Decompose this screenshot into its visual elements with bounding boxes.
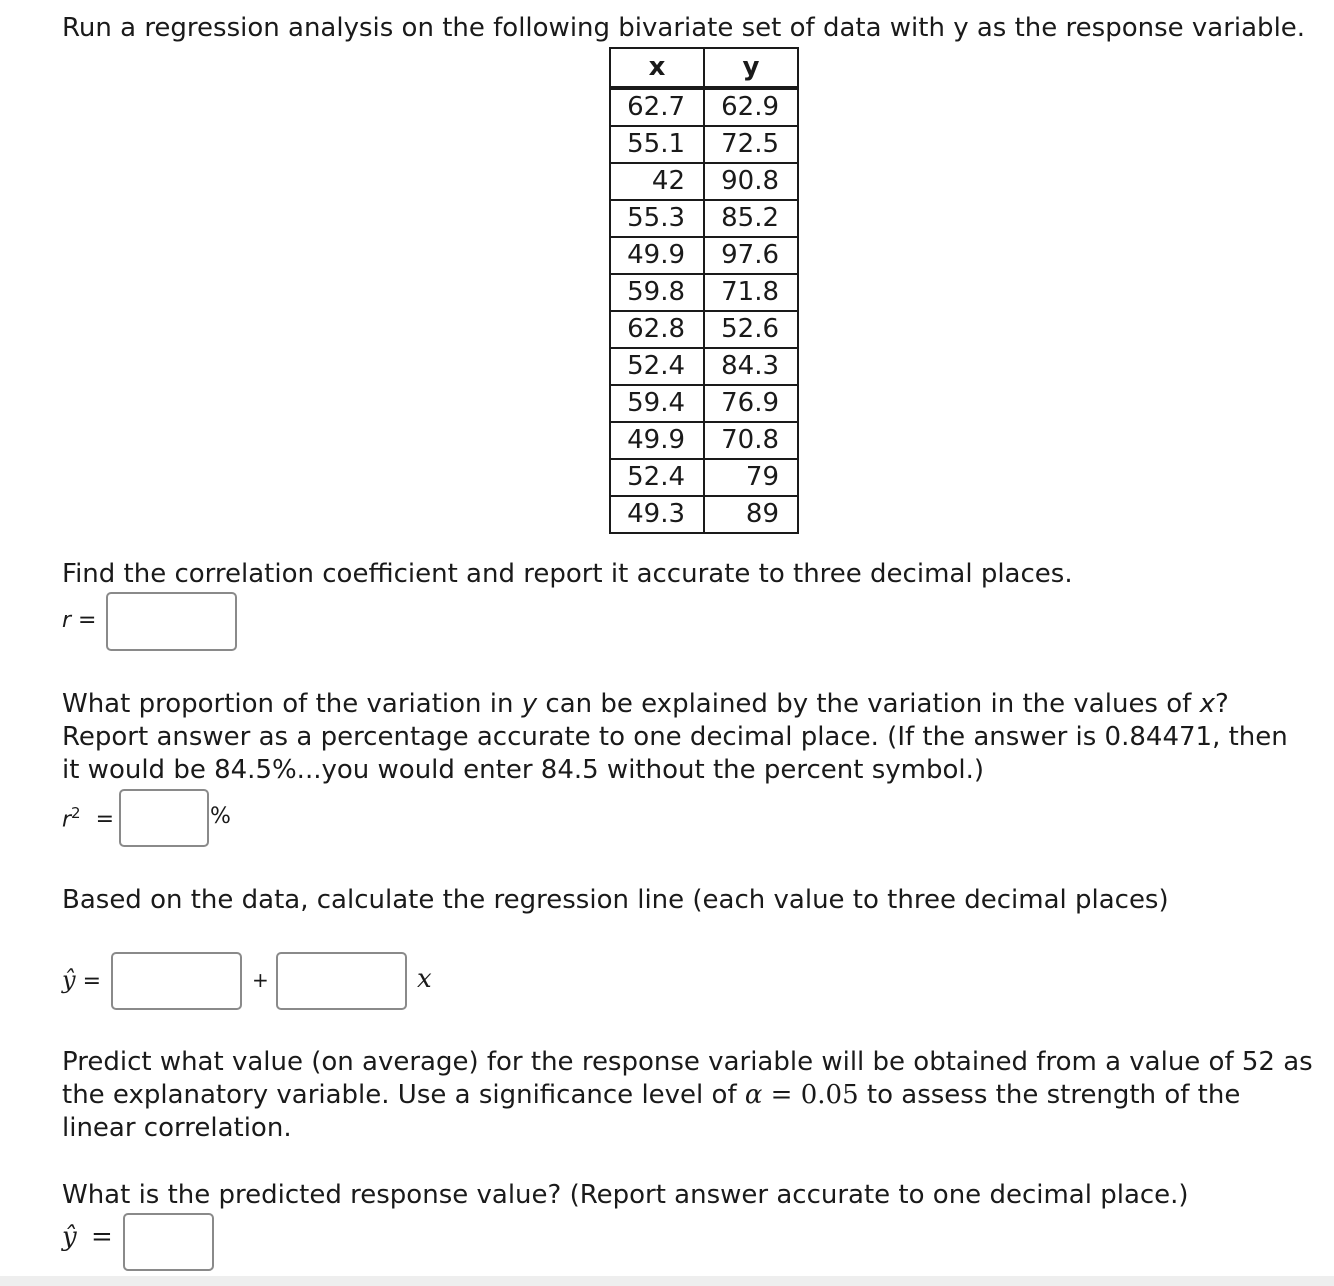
table-row [610, 126, 798, 163]
table-row [610, 88, 798, 126]
y-hat-eq: = [82, 969, 101, 994]
bottom-divider [0, 1276, 1334, 1286]
alpha-symbol: α [744, 1080, 763, 1110]
cell-y: 71.8 [704, 274, 798, 311]
q2-line1-a: What proportion of the variation in [62, 689, 522, 719]
table-row [610, 496, 798, 533]
cell-y: 70.8 [704, 422, 798, 459]
q2-line1-c: ? [1214, 689, 1229, 719]
q4-line1: Predict what value (on average) for the response variable will be obtained from a value of 52 as [62, 1047, 1313, 1077]
table-row [610, 459, 798, 496]
predicted-y-hat-var: ŷ [62, 1222, 77, 1252]
table-row [610, 311, 798, 348]
r-squared-input[interactable] [119, 789, 209, 847]
r-squared-label [62, 804, 114, 832]
r-squared-exponent: 2 [71, 804, 81, 822]
cell-x: 62.7 [610, 88, 704, 126]
q4-line3: linear correlation. [62, 1113, 292, 1143]
q2-line3: it would be 84.5%...you would enter 84.5 without the percent symbol.) [62, 755, 985, 785]
r-label-var: r [62, 608, 72, 633]
cell-x: 55.3 [610, 200, 704, 237]
cell-x: 55.1 [610, 126, 704, 163]
cell-x: 52.4 [610, 348, 704, 385]
table-row [610, 348, 798, 385]
cell-y: 97.6 [704, 237, 798, 274]
cell-x: 49.9 [610, 237, 704, 274]
intercept-input[interactable] [111, 952, 242, 1010]
table-row [610, 385, 798, 422]
table-row [610, 422, 798, 459]
cell-y: 89 [704, 496, 798, 533]
alpha-value: 0.05 [800, 1080, 859, 1110]
percent-unit: % [210, 804, 231, 829]
q2-line1 [62, 688, 1229, 721]
table-header-row [610, 48, 798, 88]
x-symbol: x [417, 964, 432, 994]
q2-line1-var-y: y [521, 689, 538, 719]
cell-y: 62.9 [704, 88, 798, 126]
table-row [610, 237, 798, 274]
r-squared-var: r [62, 807, 72, 833]
cell-y: 85.2 [704, 200, 798, 237]
table-row [610, 163, 798, 200]
alpha-eq: = [762, 1080, 801, 1110]
r-input[interactable] [106, 592, 237, 651]
cell-y: 52.6 [704, 311, 798, 348]
cell-y: 90.8 [704, 163, 798, 200]
column-header-x: x [610, 48, 704, 88]
cell-y: 84.3 [704, 348, 798, 385]
q2-line1-var-x: x [1199, 689, 1215, 719]
cell-x: 59.4 [610, 385, 704, 422]
table-row [610, 274, 798, 311]
q4-line2-a: the explanatory variable. Use a significance level of [62, 1080, 745, 1110]
q3-prompt: Based on the data, calculate the regression line (each value to three decimal places) [62, 885, 1169, 915]
r-label-eq: = [78, 608, 97, 633]
cell-x: 49.9 [610, 422, 704, 459]
predicted-y-hat-label [62, 1222, 113, 1252]
data-table [609, 47, 799, 534]
cell-y: 76.9 [704, 385, 798, 422]
slope-input[interactable] [276, 952, 407, 1010]
predicted-y-hat-eq: = [90, 1222, 113, 1252]
q4-line2 [62, 1079, 1240, 1112]
column-header-y: y [704, 48, 798, 88]
cell-x: 62.8 [610, 311, 704, 348]
r-squared-eq: = [95, 807, 115, 833]
cell-x: 42 [610, 163, 704, 200]
intro-text: Run a regression analysis on the following bivariate set of data with y as the response variable. [62, 13, 1306, 43]
y-hat-label [62, 966, 101, 994]
cell-x: 52.4 [610, 459, 704, 496]
q2-line2: Report answer as a percentage accurate to one decimal place. (If the answer is 0.84471, then [62, 722, 1288, 752]
table-row [610, 200, 798, 237]
q4-line2-b: to assess the strength of the [858, 1080, 1241, 1110]
q2-line1-b: can be explained by the variation in the values of [537, 689, 1200, 719]
q5-prompt: What is the predicted response value? (Report answer accurate to one decimal place.) [62, 1180, 1189, 1210]
cell-y: 79 [704, 459, 798, 496]
cell-y: 72.5 [704, 126, 798, 163]
cell-x: 49.3 [610, 496, 704, 533]
plus-sign: + [252, 968, 269, 992]
r-label [62, 608, 96, 633]
q1-prompt: Find the correlation coefficient and report it accurate to three decimal places. [62, 559, 1073, 589]
cell-x: 59.8 [610, 274, 704, 311]
predicted-value-input[interactable] [123, 1213, 214, 1271]
y-hat-var: ŷ [62, 966, 76, 994]
